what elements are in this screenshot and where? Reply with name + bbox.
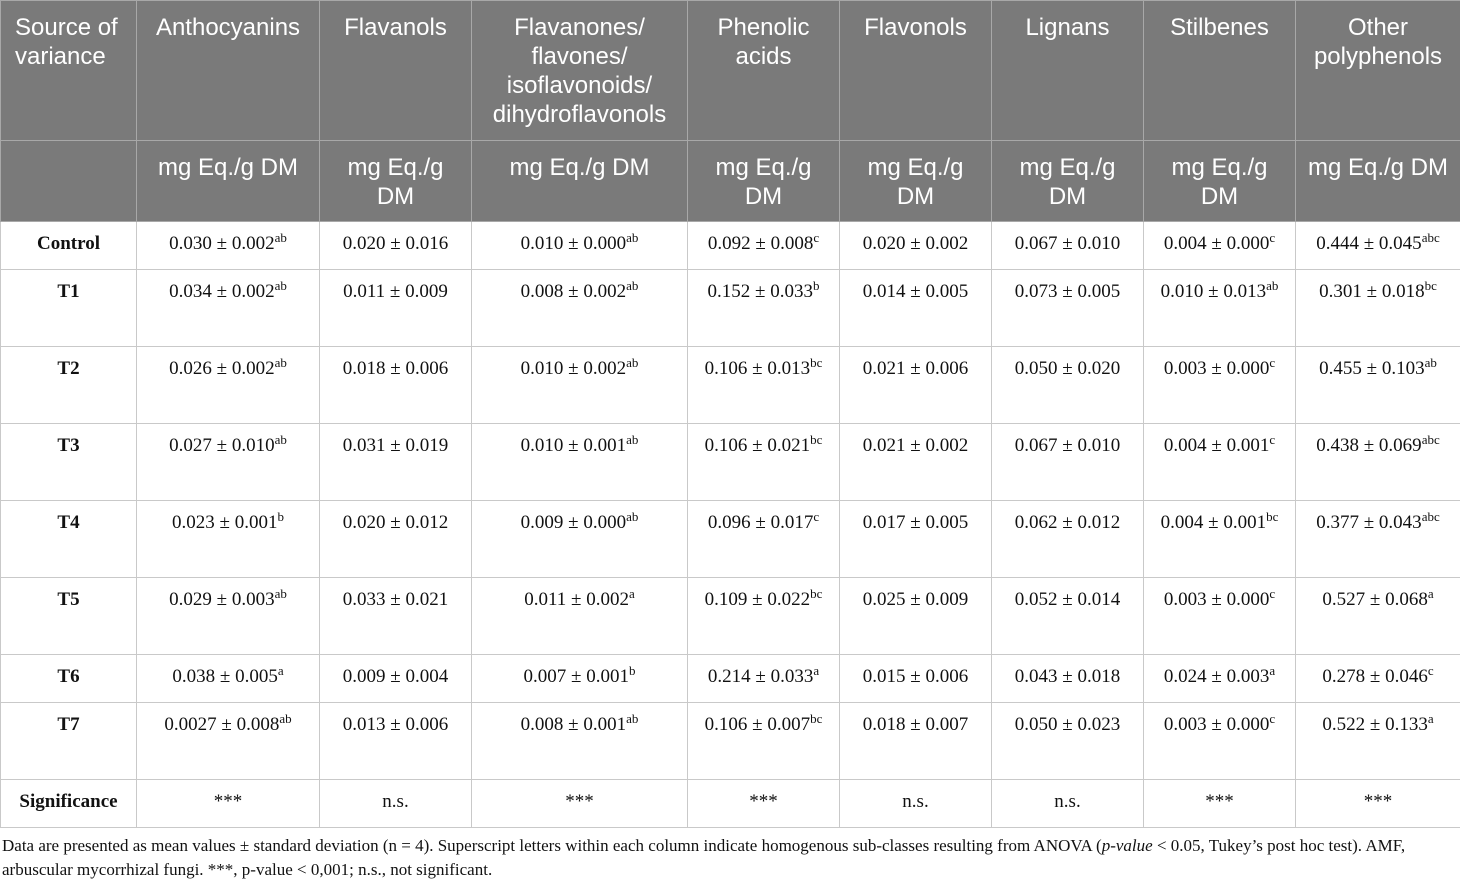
table-row xyxy=(1,578,1460,655)
value-text: 0.301 ± 0.018 xyxy=(1319,281,1425,302)
value-text: 0.033 ± 0.021 xyxy=(342,589,449,610)
value-text: 0.003 ± 0.000 xyxy=(1163,589,1270,610)
significance-cell: *** xyxy=(1296,780,1460,828)
value-cell xyxy=(137,222,320,270)
value-cell xyxy=(1296,655,1460,703)
header-cell: Flavonols xyxy=(840,1,992,141)
unit-cell: mg Eq./g DM xyxy=(472,141,688,222)
value-cell xyxy=(320,703,472,780)
value-text: 0.011 ± 0.009 xyxy=(343,281,448,302)
value-text: 0.034 ± 0.002 xyxy=(169,281,275,302)
superscript-letters: ab xyxy=(1424,355,1437,370)
value-text: 0.052 ± 0.014 xyxy=(1014,589,1121,610)
value-text: 0.106 ± 0.013 xyxy=(704,358,811,379)
value-text: 0.010 ± 0.000 xyxy=(520,233,627,254)
value-text: 0.106 ± 0.021 xyxy=(704,435,811,456)
table-row xyxy=(1,655,1460,703)
value-cell xyxy=(1296,578,1460,655)
value-cell xyxy=(1144,424,1296,501)
value-text: 0.018 ± 0.006 xyxy=(342,358,449,379)
value-text: 0.043 ± 0.018 xyxy=(1014,666,1121,687)
value-text: 0.062 ± 0.012 xyxy=(1014,512,1121,533)
superscript-letters: a xyxy=(813,663,820,678)
value-cell xyxy=(320,424,472,501)
value-cell xyxy=(840,222,992,270)
value-text: 0.003 ± 0.000 xyxy=(1163,714,1270,735)
value-cell xyxy=(472,270,688,347)
value-cell xyxy=(137,578,320,655)
superscript-letters: c xyxy=(1269,586,1276,601)
value-text: 0.106 ± 0.007 xyxy=(704,714,811,735)
header-row-units xyxy=(1,141,1460,222)
value-text: 0.007 ± 0.001 xyxy=(523,666,629,687)
superscript-letters: ab xyxy=(274,432,287,447)
significance-cell: n.s. xyxy=(992,780,1144,828)
footnote-pvalue: p-value xyxy=(1101,836,1153,855)
superscript-letters: a xyxy=(628,586,635,601)
value-cell xyxy=(137,501,320,578)
superscript-letters: ab xyxy=(274,586,287,601)
significance-cell: *** xyxy=(688,780,840,828)
value-cell xyxy=(320,501,472,578)
superscript-letters: bc xyxy=(810,355,823,370)
value-text: 0.026 ± 0.002 xyxy=(169,358,275,379)
value-cell xyxy=(992,347,1144,424)
value-text: 0.010 ± 0.013 xyxy=(1160,281,1267,302)
value-cell xyxy=(137,424,320,501)
value-cell xyxy=(992,501,1144,578)
value-cell xyxy=(472,222,688,270)
value-cell xyxy=(992,424,1144,501)
value-text: 0.278 ± 0.046 xyxy=(1322,666,1428,687)
header-cell: Lignans xyxy=(992,1,1144,141)
value-cell xyxy=(137,270,320,347)
table-row xyxy=(1,222,1460,270)
value-text: 0.067 ± 0.010 xyxy=(1014,435,1121,456)
value-text: 0.092 ± 0.008 xyxy=(707,233,814,254)
value-cell xyxy=(472,703,688,780)
value-cell xyxy=(688,501,840,578)
superscript-letters: ab xyxy=(274,278,287,293)
superscript-letters: c xyxy=(1269,432,1276,447)
significance-cell: *** xyxy=(137,780,320,828)
superscript-letters: b xyxy=(277,509,284,524)
value-text: 0.038 ± 0.005 xyxy=(172,666,278,687)
row-label: T1 xyxy=(1,270,137,347)
value-cell xyxy=(840,270,992,347)
value-text: 0.027 ± 0.010 xyxy=(169,435,275,456)
value-cell xyxy=(1296,703,1460,780)
row-label: T3 xyxy=(1,424,137,501)
value-text: 0.522 ± 0.133 xyxy=(1322,714,1428,735)
value-cell xyxy=(688,655,840,703)
value-text: 0.003 ± 0.000 xyxy=(1163,358,1270,379)
superscript-letters: bc xyxy=(810,711,823,726)
table-row xyxy=(1,424,1460,501)
table-row xyxy=(1,703,1460,780)
row-label: T4 xyxy=(1,501,137,578)
superscript-letters: c xyxy=(813,509,820,524)
unit-cell: mg Eq./g DM xyxy=(840,141,992,222)
value-cell xyxy=(1144,655,1296,703)
table-row xyxy=(1,501,1460,578)
value-text: 0.008 ± 0.002 xyxy=(520,281,627,302)
superscript-letters: c xyxy=(1269,230,1276,245)
header-row-classes xyxy=(1,1,1460,141)
value-cell xyxy=(320,347,472,424)
value-text: 0.050 ± 0.020 xyxy=(1014,358,1121,379)
value-text: 0.023 ± 0.001 xyxy=(172,512,278,533)
value-text: 0.455 ± 0.103 xyxy=(1319,358,1425,379)
value-cell xyxy=(1144,270,1296,347)
value-cell xyxy=(1144,347,1296,424)
value-cell xyxy=(137,347,320,424)
value-text: 0.013 ± 0.006 xyxy=(342,714,449,735)
header-cell: Phenolic acids xyxy=(688,1,840,141)
value-cell xyxy=(992,655,1144,703)
value-text: 0.031 ± 0.019 xyxy=(342,435,449,456)
superscript-letters: ab xyxy=(274,230,287,245)
unit-cell: mg Eq./g DM xyxy=(137,141,320,222)
superscript-letters: bc xyxy=(810,586,823,601)
value-cell xyxy=(840,655,992,703)
value-cell xyxy=(137,655,320,703)
superscript-letters: c xyxy=(1427,663,1434,678)
value-cell xyxy=(472,578,688,655)
value-cell xyxy=(688,703,840,780)
superscript-letters: bc xyxy=(810,432,823,447)
value-cell xyxy=(688,424,840,501)
value-text: 0.050 ± 0.023 xyxy=(1014,714,1121,735)
significance-cell: n.s. xyxy=(840,780,992,828)
value-text: 0.011 ± 0.002 xyxy=(524,589,629,610)
value-text: 0.004 ± 0.001 xyxy=(1160,512,1267,533)
value-cell xyxy=(840,501,992,578)
value-text: 0.029 ± 0.003 xyxy=(169,589,275,610)
superscript-letters: abc xyxy=(1421,230,1440,245)
value-cell xyxy=(1144,578,1296,655)
header-cell: Other polyphenols xyxy=(1296,1,1460,141)
superscript-letters: c xyxy=(1269,355,1276,370)
significance-cell: *** xyxy=(472,780,688,828)
value-cell xyxy=(320,578,472,655)
significance-cell: n.s. xyxy=(320,780,472,828)
value-text: 0.020 ± 0.012 xyxy=(342,512,449,533)
value-cell xyxy=(137,703,320,780)
value-text: 0.438 ± 0.069 xyxy=(1316,435,1422,456)
table-body xyxy=(1,222,1460,828)
value-cell xyxy=(320,655,472,703)
value-text: 0.024 ± 0.003 xyxy=(1163,666,1270,687)
row-label: Significance xyxy=(1,780,137,828)
value-text: 0.096 ± 0.017 xyxy=(707,512,814,533)
value-cell xyxy=(472,655,688,703)
unit-cell: mg Eq./g DM xyxy=(688,141,840,222)
superscript-letters: a xyxy=(277,663,284,678)
value-cell xyxy=(1296,347,1460,424)
header-cell: Anthocyanins xyxy=(137,1,320,141)
value-cell xyxy=(688,222,840,270)
header-cell: Flavanones/ flavones/ isoflavonoids/ dihydroflavonols xyxy=(472,1,688,141)
row-label: T6 xyxy=(1,655,137,703)
value-text: 0.004 ± 0.000 xyxy=(1163,233,1270,254)
value-cell xyxy=(688,270,840,347)
value-cell xyxy=(992,703,1144,780)
superscript-letters: ab xyxy=(274,355,287,370)
value-cell xyxy=(1296,270,1460,347)
table-row xyxy=(1,270,1460,347)
value-cell xyxy=(1144,222,1296,270)
value-text: 0.010 ± 0.001 xyxy=(520,435,627,456)
value-text: 0.020 ± 0.002 xyxy=(862,233,969,254)
superscript-letters: ab xyxy=(626,355,639,370)
superscript-letters: bc xyxy=(1424,278,1437,293)
row-label: T5 xyxy=(1,578,137,655)
value-text: 0.021 ± 0.002 xyxy=(862,435,969,456)
value-text: 0.444 ± 0.045 xyxy=(1316,233,1422,254)
table-row xyxy=(1,347,1460,424)
value-cell xyxy=(840,703,992,780)
value-text: 0.015 ± 0.006 xyxy=(862,666,969,687)
value-text: 0.020 ± 0.016 xyxy=(342,233,449,254)
footnote-text-2: < 0.05, Tukey’s post hoc test). AMF, arbuscular mycorrhizal fungi. ***, p-value < 0,001; n.s., not significant. xyxy=(2,836,1406,879)
value-text: 0.073 ± 0.005 xyxy=(1014,281,1121,302)
value-cell xyxy=(1296,501,1460,578)
value-text: 0.004 ± 0.001 xyxy=(1163,435,1270,456)
superscript-letters: abc xyxy=(1421,509,1440,524)
superscript-letters: ab xyxy=(626,230,639,245)
value-text: 0.152 ± 0.033 xyxy=(707,281,813,302)
superscript-letters: b xyxy=(812,278,820,293)
table-header xyxy=(1,1,1460,222)
value-cell xyxy=(992,222,1144,270)
header-cell: Flavanols xyxy=(320,1,472,141)
header-cell: Stilbenes xyxy=(1144,1,1296,141)
value-cell xyxy=(320,222,472,270)
value-text: 0.009 ± 0.000 xyxy=(520,512,627,533)
superscript-letters: a xyxy=(1269,663,1276,678)
value-cell xyxy=(688,347,840,424)
value-text: 0.010 ± 0.002 xyxy=(520,358,627,379)
value-text: 0.009 ± 0.004 xyxy=(342,666,449,687)
value-text: 0.527 ± 0.068 xyxy=(1322,589,1428,610)
value-cell xyxy=(840,347,992,424)
superscript-letters: b xyxy=(628,663,636,678)
value-text: 0.008 ± 0.001 xyxy=(520,714,627,735)
value-text: 0.067 ± 0.010 xyxy=(1014,233,1121,254)
superscript-letters: ab xyxy=(626,711,639,726)
superscript-letters: ab xyxy=(626,432,639,447)
unit-cell: mg Eq./g DM xyxy=(1296,141,1460,222)
value-text: 0.017 ± 0.005 xyxy=(862,512,969,533)
row-label: Control xyxy=(1,222,137,270)
value-cell xyxy=(1296,222,1460,270)
table-footnote xyxy=(0,828,1460,882)
value-cell xyxy=(992,578,1144,655)
value-text: 0.377 ± 0.043 xyxy=(1316,512,1422,533)
value-cell xyxy=(320,270,472,347)
unit-cell: mg Eq./g DM xyxy=(1144,141,1296,222)
value-cell xyxy=(472,501,688,578)
header-cell-empty xyxy=(1,141,137,222)
footnote-text-1: Data are presented as mean values ± standard deviation (n = 4). Superscript letters within each column indicate homogenous sub-classes resulting from ANOVA ( xyxy=(2,836,1102,855)
significance-cell: *** xyxy=(1144,780,1296,828)
superscript-letters: a xyxy=(1427,711,1434,726)
value-text: 0.109 ± 0.022 xyxy=(704,589,811,610)
value-text: 0.014 ± 0.005 xyxy=(862,281,969,302)
row-label: T7 xyxy=(1,703,137,780)
value-cell xyxy=(688,578,840,655)
value-text: 0.025 ± 0.009 xyxy=(862,589,969,610)
superscript-letters: c xyxy=(813,230,820,245)
superscript-letters: ab xyxy=(626,278,639,293)
value-cell xyxy=(1144,703,1296,780)
unit-cell: mg Eq./g DM xyxy=(992,141,1144,222)
value-cell xyxy=(472,347,688,424)
row-label: T2 xyxy=(1,347,137,424)
value-text: 0.214 ± 0.033 xyxy=(707,666,814,687)
superscript-letters: bc xyxy=(1266,509,1279,524)
value-text: 0.030 ± 0.002 xyxy=(169,233,275,254)
header-cell: Source of variance xyxy=(1,1,137,141)
significance-row xyxy=(1,780,1460,828)
value-cell xyxy=(992,270,1144,347)
superscript-letters: ab xyxy=(626,509,639,524)
unit-cell: mg Eq./g DM xyxy=(320,141,472,222)
superscript-letters: abc xyxy=(1421,432,1440,447)
value-text: 0.0027 ± 0.008 xyxy=(164,714,280,735)
value-cell xyxy=(1144,501,1296,578)
superscript-letters: ab xyxy=(1266,278,1279,293)
superscript-letters: ab xyxy=(279,711,292,726)
value-text: 0.021 ± 0.006 xyxy=(862,358,969,379)
value-cell xyxy=(840,424,992,501)
value-cell xyxy=(1296,424,1460,501)
superscript-letters: c xyxy=(1269,711,1276,726)
value-text: 0.018 ± 0.007 xyxy=(862,714,969,735)
superscript-letters: a xyxy=(1427,586,1434,601)
value-cell xyxy=(472,424,688,501)
value-cell xyxy=(840,578,992,655)
